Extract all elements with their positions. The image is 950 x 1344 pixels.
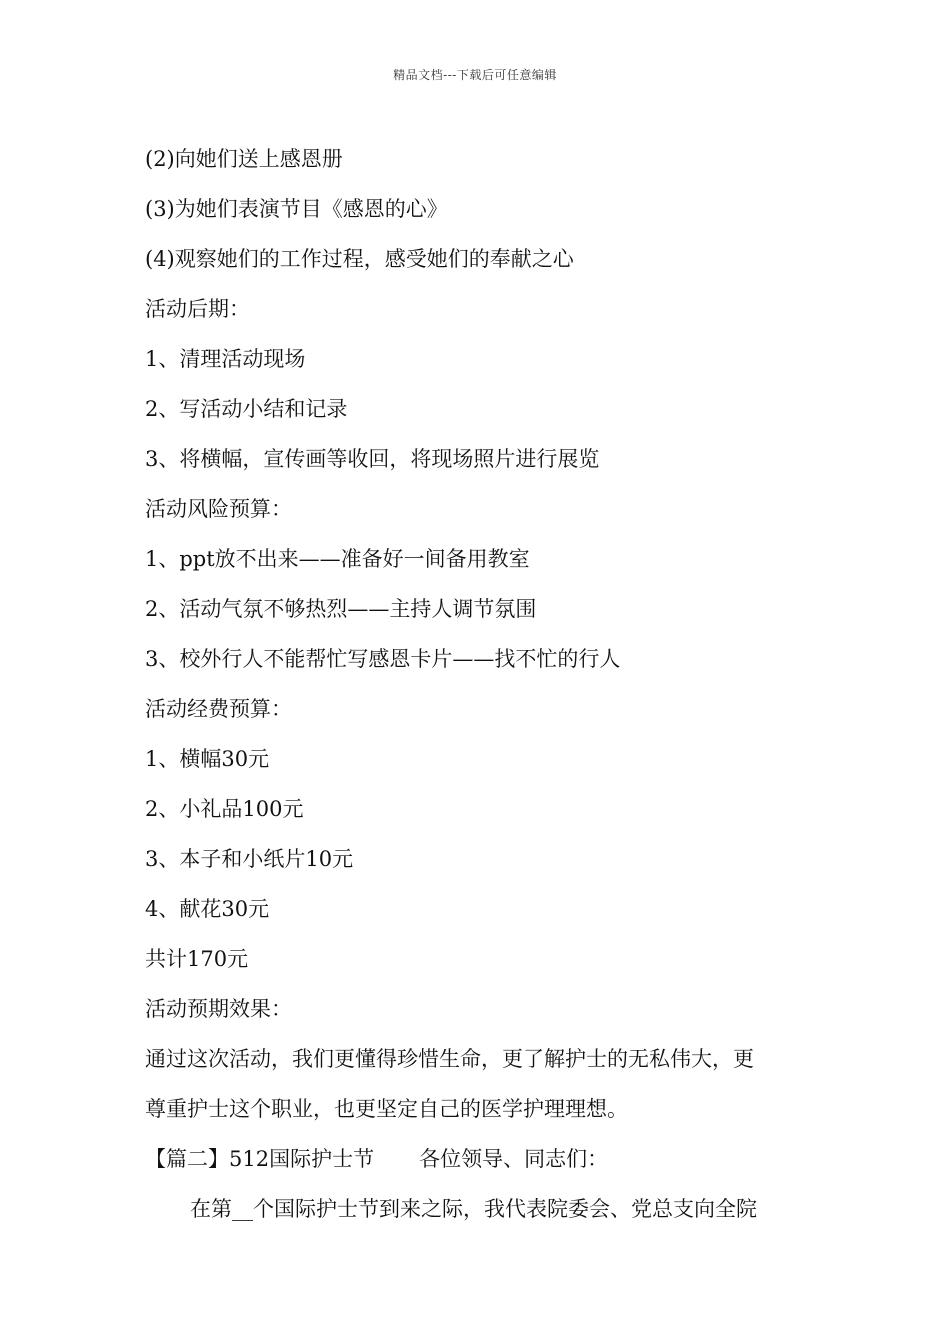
list-item-send-book: (2)向她们送上感恩册 — [145, 147, 343, 171]
section-title: 【篇二】512国际护士节 — [145, 1147, 375, 1171]
list-item-cost-banner: 1、横幅30元 — [145, 747, 270, 771]
list-item-cost-flowers: 4、献花30元 — [145, 897, 270, 921]
list-item-risk-ppt: 1、ppt放不出来——准备好一间备用教室 — [145, 547, 530, 571]
heading-risk-budget: 活动风险预算： — [145, 497, 292, 521]
heading-expected-effect: 活动预期效果： — [145, 997, 292, 1021]
list-item-perform-show: (3)为她们表演节目《感恩的心》 — [145, 197, 448, 221]
section-heading — [145, 1134, 810, 1184]
list-item-risk-atmosphere: 2、活动气氛不够热烈——主持人调节氛围 — [145, 597, 537, 621]
cost-total: 共计170元 — [145, 947, 249, 971]
list-item-cost-gifts: 2、小礼品100元 — [145, 797, 304, 821]
list-item-risk-passersby: 3、校外行人不能帮忙写感恩卡片——找不忙的行人 — [145, 647, 621, 671]
section-greeting: 各位领导、同志们： — [419, 1147, 609, 1171]
heading-cost-budget: 活动经费预算： — [145, 697, 292, 721]
list-item-write-summary: 2、写活动小结和记录 — [145, 397, 348, 421]
list-item-collect-banners: 3、将横幅，宣传画等收回，将现场照片进行展览 — [145, 447, 600, 471]
list-item-cost-notebooks: 3、本子和小纸片10元 — [145, 847, 354, 871]
list-item-observe-work: (4)观察她们的工作过程，感受她们的奉献之心 — [145, 247, 574, 271]
page-header: 精品文档---下载后可任意编辑 — [393, 68, 557, 82]
paragraph-effect-line-2: 尊重护士这个职业，也更坚定自己的医学护理理想。 — [145, 1097, 628, 1121]
paragraph-effect-line-1: 通过这次活动，我们更懂得珍惜生命，更了解护士的无私伟大，更 — [145, 1047, 754, 1071]
document-body — [145, 134, 810, 1234]
paragraph-speech-start: 在第__个国际护士节到来之际，我代表院委会、党总支向全院 — [190, 1197, 757, 1221]
heading-post-activity: 活动后期： — [145, 297, 250, 321]
list-item-clean-site: 1、清理活动现场 — [145, 347, 306, 371]
